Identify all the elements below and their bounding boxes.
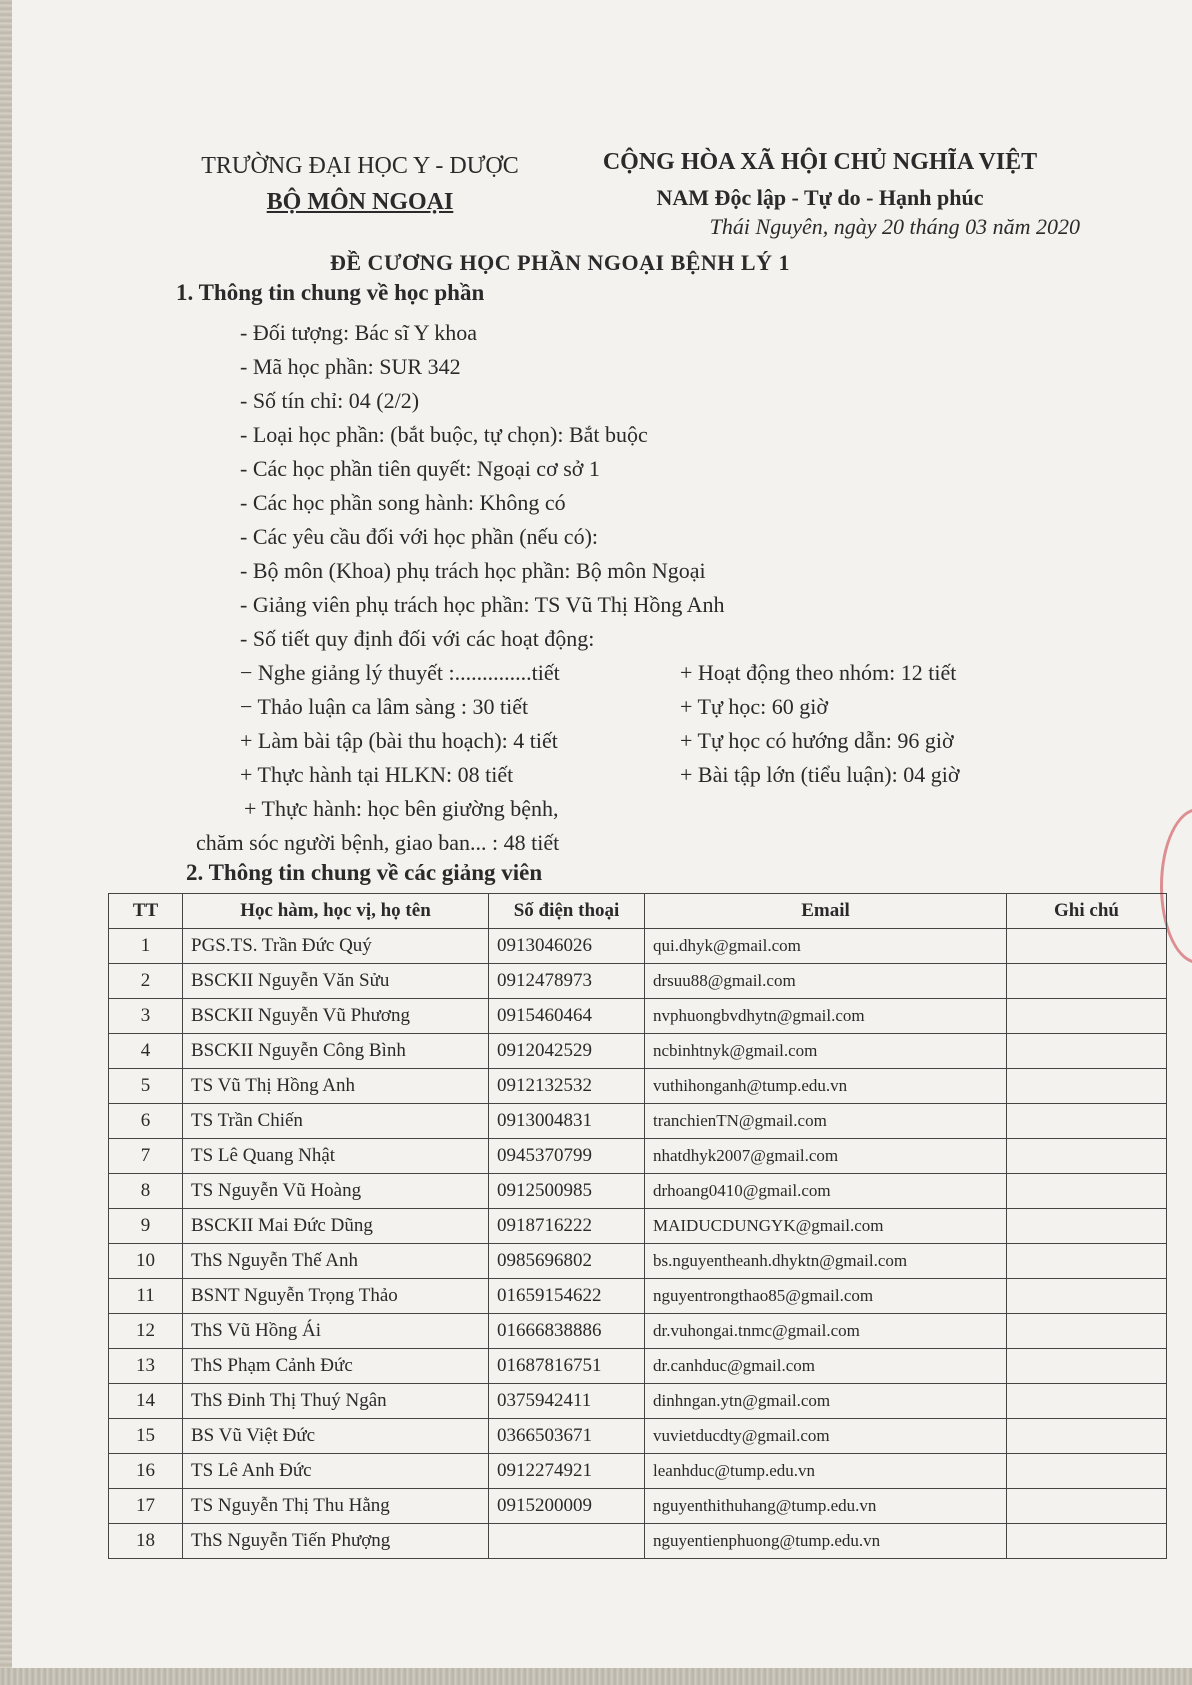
- lecturer-name: TS Vũ Thị Hồng Anh: [183, 1069, 489, 1104]
- note: [1007, 1489, 1167, 1524]
- lecturers-table: [108, 893, 1167, 1559]
- document-date: Thái Nguyên, ngày 20 tháng 03 năm 2020: [709, 214, 1080, 239]
- email-address: ncbinhtnyk@gmail.com: [645, 1034, 1007, 1069]
- note: [1007, 1174, 1167, 1209]
- note: [1007, 1524, 1167, 1559]
- row-number: 10: [109, 1244, 183, 1279]
- row-number: 11: [109, 1279, 183, 1314]
- email-address: nguyenthithuhang@tump.edu.vn: [645, 1489, 1007, 1524]
- note: [1007, 1069, 1167, 1104]
- table-row: [109, 964, 1167, 999]
- lecturer-name: ThS Nguyễn Tiến Phượng: [183, 1524, 489, 1559]
- hours-right-column: [680, 656, 959, 792]
- column-header: Email: [645, 894, 1007, 929]
- table-row: [109, 1244, 1167, 1279]
- note: [1007, 1034, 1167, 1069]
- table-header-row: [109, 894, 1167, 929]
- table-row: [109, 1384, 1167, 1419]
- info-item: - Các học phần song hành: Không có: [240, 490, 566, 515]
- phone-number: 0912500985: [489, 1174, 645, 1209]
- hours-item: − Nghe giảng lý thuyết :..............tiết: [240, 660, 560, 685]
- document-title: ĐỀ CƯƠNG HỌC PHẦN NGOẠI BỆNH LÝ 1: [330, 250, 790, 275]
- department-name: BỘ MÔN NGOẠI: [266, 189, 454, 215]
- table-row: [109, 1349, 1167, 1384]
- email-address: nguyentrongthao85@gmail.com: [645, 1279, 1007, 1314]
- lecturer-name: BSCKII Nguyễn Công Bình: [183, 1034, 489, 1069]
- row-number: 6: [109, 1104, 183, 1139]
- table-row: [109, 1419, 1167, 1454]
- section1-heading: 1. Thông tin chung về học phần: [176, 280, 485, 305]
- lecturer-name: ThS Phạm Cảnh Đức: [183, 1349, 489, 1384]
- table-row: [109, 1314, 1167, 1349]
- table-row: [109, 1104, 1167, 1139]
- phone-number: 0912274921: [489, 1454, 645, 1489]
- phone-number: 0375942411: [489, 1384, 645, 1419]
- info-item: - Mã học phần: SUR 342: [240, 354, 461, 379]
- email-address: tranchienTN@gmail.com: [645, 1104, 1007, 1139]
- email-address: nguyentienphuong@tump.edu.vn: [645, 1524, 1007, 1559]
- row-number: 7: [109, 1139, 183, 1174]
- table-row: [109, 1139, 1167, 1174]
- info-item: - Loại học phần: (bắt buộc, tự chọn): Bắt buộc: [240, 422, 648, 447]
- row-number: 13: [109, 1349, 183, 1384]
- info-item: - Bộ môn (Khoa) phụ trách học phần: Bộ môn Ngoại: [240, 558, 706, 583]
- phone-number: 0915200009: [489, 1489, 645, 1524]
- phone-number: [489, 1524, 645, 1559]
- email-address: vuvietducdty@gmail.com: [645, 1419, 1007, 1454]
- phone-number: 0915460464: [489, 999, 645, 1034]
- email-address: drhoang0410@gmail.com: [645, 1174, 1007, 1209]
- info-item: - Các học phần tiên quyết: Ngoại cơ sở 1: [240, 456, 600, 481]
- table-row: [109, 1489, 1167, 1524]
- note: [1007, 1419, 1167, 1454]
- lecturer-name: PGS.TS. Trần Đức Quý: [183, 929, 489, 964]
- lecturer-name: TS Trần Chiến: [183, 1104, 489, 1139]
- phone-number: 0945370799: [489, 1139, 645, 1174]
- lecturer-name: BSCKII Mai Đức Dũng: [183, 1209, 489, 1244]
- row-number: 2: [109, 964, 183, 999]
- national-title-line1: CỘNG HÒA XÃ HỘI CHỦ NGHĨA VIỆT: [602, 149, 1038, 175]
- scan-edge-bottom: [0, 1668, 1192, 1685]
- email-address: dr.vuhongai.tnmc@gmail.com: [645, 1314, 1007, 1349]
- note: [1007, 1244, 1167, 1279]
- national-title-line2: NAM Độc lập - Tự do - Hạnh phúc: [656, 185, 984, 210]
- lecturer-name: ThS Nguyễn Thế Anh: [183, 1244, 489, 1279]
- email-address: nvphuongbvdhytn@gmail.com: [645, 999, 1007, 1034]
- lecturer-name: ThS Vũ Hồng Ái: [183, 1314, 489, 1349]
- note: [1007, 999, 1167, 1034]
- column-header: Ghi chú: [1007, 894, 1167, 929]
- lecturer-name: TS Nguyễn Thị Thu Hằng: [183, 1489, 489, 1524]
- lecturer-name: BSCKII Nguyễn Vũ Phương: [183, 999, 489, 1034]
- note: [1007, 1349, 1167, 1384]
- table-row: [109, 999, 1167, 1034]
- email-address: leanhduc@tump.edu.vn: [645, 1454, 1007, 1489]
- lecturers-table-body: [109, 929, 1167, 1559]
- row-number: 5: [109, 1069, 183, 1104]
- practice-line1: + Thực hành: học bên giường bệnh,: [244, 796, 559, 821]
- table-row: [109, 1209, 1167, 1244]
- note: [1007, 1454, 1167, 1489]
- hours-item: + Bài tập lớn (tiểu luận): 04 giờ: [680, 762, 960, 787]
- info-item: - Số tín chỉ: 04 (2/2): [240, 388, 420, 413]
- table-row: [109, 1279, 1167, 1314]
- lecturer-name: ThS Đinh Thị Thuý Ngân: [183, 1384, 489, 1419]
- table-row: [109, 1034, 1167, 1069]
- note: [1007, 1384, 1167, 1419]
- phone-number: 0912132532: [489, 1069, 645, 1104]
- info-item: - Số tiết quy định đối với các hoạt động:: [240, 626, 595, 651]
- email-address: bs.nguyentheanh.dhyktn@gmail.com: [645, 1244, 1007, 1279]
- lecturer-name: TS Lê Quang Nhật: [183, 1139, 489, 1174]
- row-number: 15: [109, 1419, 183, 1454]
- header-left: [160, 148, 560, 220]
- lecturer-name: TS Lê Anh Đức: [183, 1454, 489, 1489]
- school-name: TRƯỜNG ĐẠI HỌC Y - DƯỢC: [201, 153, 519, 179]
- email-address: dinhngan.ytn@gmail.com: [645, 1384, 1007, 1419]
- hours-item: + Thực hành tại HLKN: 08 tiết: [240, 762, 514, 787]
- row-number: 17: [109, 1489, 183, 1524]
- phone-number: 01666838886: [489, 1314, 645, 1349]
- row-number: 4: [109, 1034, 183, 1069]
- note: [1007, 1314, 1167, 1349]
- hours-item: + Tự học: 60 giờ: [680, 694, 828, 719]
- lecturer-name: BSCKII Nguyễn Văn Sửu: [183, 964, 489, 999]
- section2-heading: 2. Thông tin chung về các giảng viên: [186, 860, 543, 885]
- info-item: - Giảng viên phụ trách học phần: TS Vũ Thị Hồng Anh: [240, 592, 725, 617]
- email-address: dr.canhduc@gmail.com: [645, 1349, 1007, 1384]
- phone-number: 0366503671: [489, 1419, 645, 1454]
- lecturer-name: BS Vũ Việt Đức: [183, 1419, 489, 1454]
- info-item: - Đối tượng: Bác sĩ Y khoa: [240, 320, 478, 345]
- practice-line2: chăm sóc người bệnh, giao ban... : 48 tiết: [196, 830, 560, 855]
- note: [1007, 964, 1167, 999]
- table-row: [109, 1069, 1167, 1104]
- column-header: Số điện thoại: [489, 894, 645, 929]
- note: [1007, 929, 1167, 964]
- practice-hours: [196, 792, 559, 860]
- hours-item: + Tự học có hướng dẫn: 96 giờ: [680, 728, 954, 753]
- row-number: 8: [109, 1174, 183, 1209]
- email-address: drsuu88@gmail.com: [645, 964, 1007, 999]
- note: [1007, 1279, 1167, 1314]
- email-address: nhatdhyk2007@gmail.com: [645, 1139, 1007, 1174]
- column-header: Học hàm, học vị, họ tên: [183, 894, 489, 929]
- lecturer-name: TS Nguyễn Vũ Hoàng: [183, 1174, 489, 1209]
- hours-left-column: [240, 656, 560, 792]
- email-address: vuthihonganh@tump.edu.vn: [645, 1069, 1007, 1104]
- hours-item: − Thảo luận ca lâm sàng : 30 tiết: [240, 694, 529, 719]
- table-row: [109, 1524, 1167, 1559]
- phone-number: 0918716222: [489, 1209, 645, 1244]
- course-info-list: [240, 316, 725, 656]
- column-header: TT: [109, 894, 183, 929]
- hours-item: + Hoạt động theo nhóm: 12 tiết: [680, 660, 957, 685]
- scan-edge-left: [0, 0, 12, 1685]
- phone-number: 01659154622: [489, 1279, 645, 1314]
- table-row: [109, 929, 1167, 964]
- row-number: 9: [109, 1209, 183, 1244]
- email-address: qui.dhyk@gmail.com: [645, 929, 1007, 964]
- phone-number: 0985696802: [489, 1244, 645, 1279]
- note: [1007, 1104, 1167, 1139]
- row-number: 14: [109, 1384, 183, 1419]
- hours-item: + Làm bài tập (bài thu hoạch): 4 tiết: [240, 728, 558, 753]
- phone-number: 0913004831: [489, 1104, 645, 1139]
- phone-number: 0913046026: [489, 929, 645, 964]
- table-row: [109, 1454, 1167, 1489]
- phone-number: 01687816751: [489, 1349, 645, 1384]
- header-right: [560, 144, 1080, 216]
- row-number: 12: [109, 1314, 183, 1349]
- phone-number: 0912478973: [489, 964, 645, 999]
- info-item: - Các yêu cầu đối với học phần (nếu có):: [240, 524, 599, 549]
- row-number: 3: [109, 999, 183, 1034]
- phone-number: 0912042529: [489, 1034, 645, 1069]
- note: [1007, 1209, 1167, 1244]
- table-row: [109, 1174, 1167, 1209]
- row-number: 16: [109, 1454, 183, 1489]
- email-address: MAIDUCDUNGYK@gmail.com: [645, 1209, 1007, 1244]
- note: [1007, 1139, 1167, 1174]
- row-number: 18: [109, 1524, 183, 1559]
- row-number: 1: [109, 929, 183, 964]
- lecturer-name: BSNT Nguyễn Trọng Thảo: [183, 1279, 489, 1314]
